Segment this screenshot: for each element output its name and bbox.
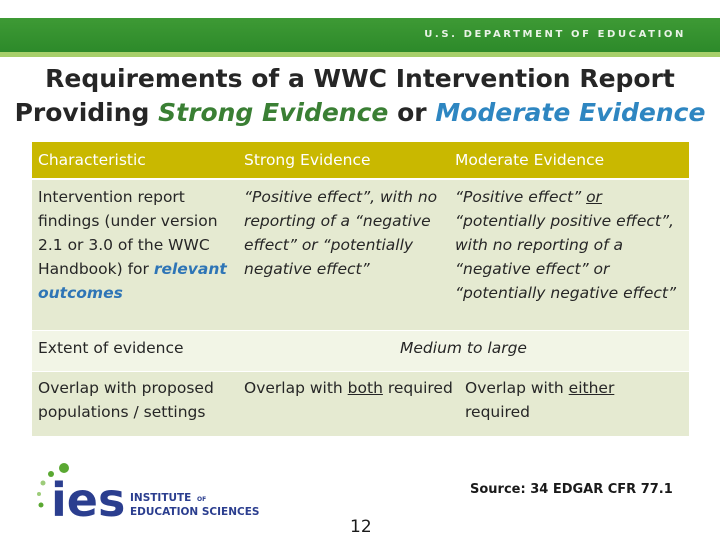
row3-mod-ul: either — [568, 379, 615, 397]
row3-strong-b: required — [382, 379, 453, 397]
title-line-2 — [0, 96, 720, 130]
logo-word: ies — [51, 473, 126, 522]
row1-characteristic — [32, 180, 238, 330]
logo-line2: EDUCATION SCIENCES — [130, 506, 260, 518]
row1-strong: “Positive effect”, with no reporting of a “negative effect” or “potentially negative effect” — [238, 180, 449, 330]
row1-mod-a: “Positive effect” — [455, 188, 587, 206]
source-note: Source: 34 EDGAR CFR 77.1 — [470, 482, 673, 497]
row1-mod-or: or — [586, 188, 602, 206]
row3-strong-a: Overlap with — [244, 379, 348, 397]
title-strong: Strong Evidence — [158, 98, 389, 127]
row1-char-emph: relevant outcomes — [38, 260, 227, 302]
ies-logo — [34, 460, 274, 522]
title-prefix: Providing — [14, 98, 159, 127]
row3-mod-b: required — [465, 403, 530, 421]
row3-moderate — [459, 372, 689, 436]
row1-moderate — [449, 180, 689, 330]
top-banner — [0, 18, 720, 52]
slide-title — [0, 62, 720, 130]
page-number: 12 — [350, 517, 372, 537]
title-line-1: Requirements of a WWC Intervention Report — [45, 64, 675, 93]
row2-merged: Medium to large — [238, 331, 689, 371]
row2-characteristic: Extent of evidence — [32, 331, 238, 371]
row1-char-text: Intervention report findings (under version 2.1 or 3.0 of the WWC Handbook) for — [38, 188, 218, 278]
row3-strong — [238, 372, 459, 436]
logo-line1: INSTITUTE — [130, 492, 192, 504]
row1-mod-b: “potentially positive effect”, with no reporting of a “negative effect” or “potentially negative effect” — [455, 212, 676, 302]
logo-of: OF — [197, 496, 207, 503]
row3-characteristic: Overlap with proposed populations / settings — [32, 372, 238, 436]
row3-strong-ul: both — [347, 379, 383, 397]
header-strong: Strong Evidence — [238, 142, 449, 178]
header-moderate: Moderate Evidence — [449, 142, 689, 178]
title-moderate: Moderate Evidence — [435, 98, 706, 127]
banner-text: U.S. DEPARTMENT OF EDUCATION — [424, 29, 686, 40]
title-mid: or — [388, 98, 436, 127]
header-characteristic: Characteristic — [32, 142, 238, 178]
row3-mod-a: Overlap with — [465, 379, 569, 397]
